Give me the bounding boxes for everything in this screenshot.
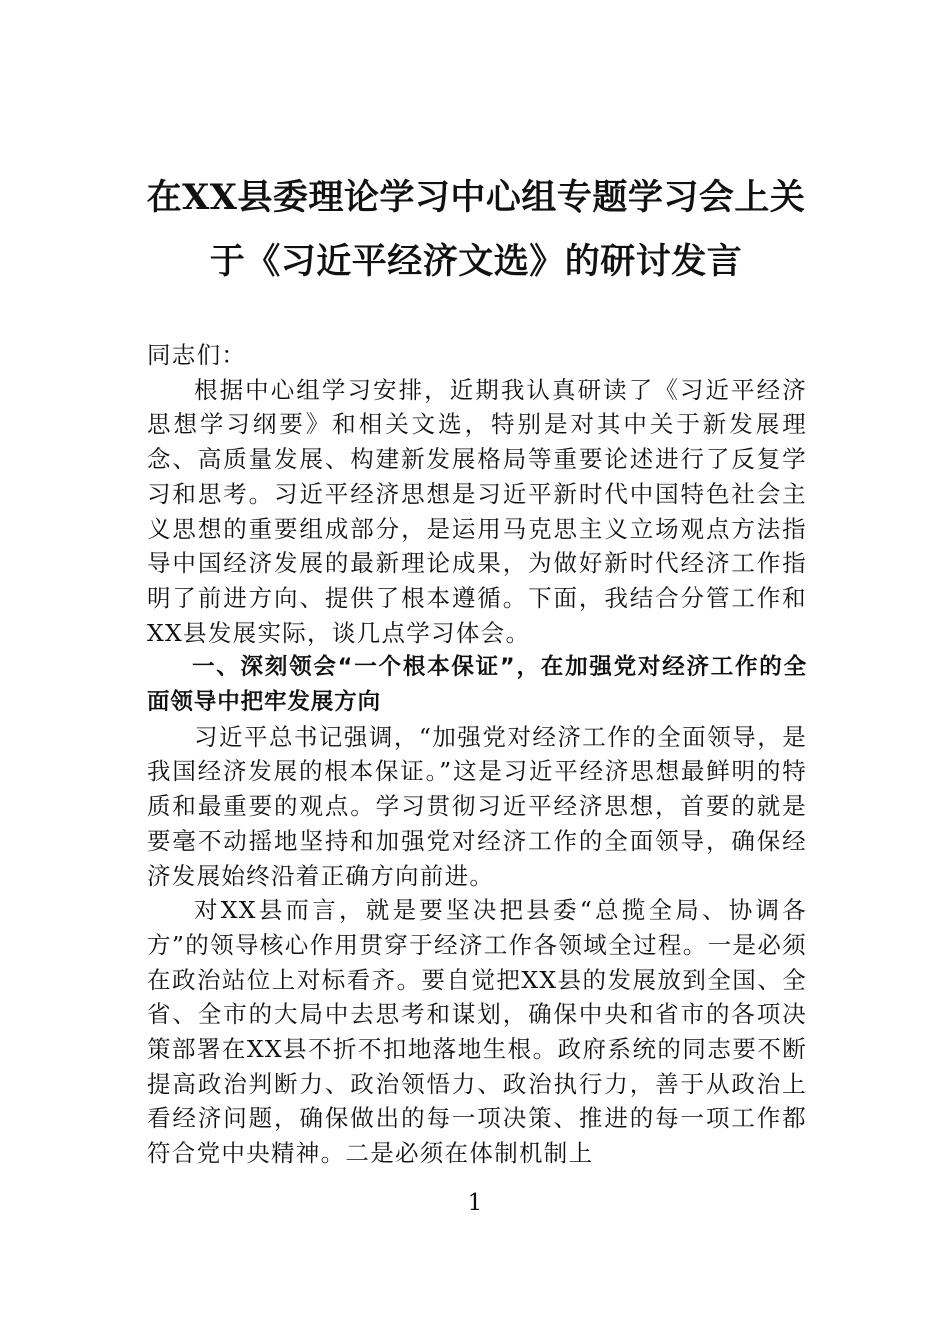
page-number: 1 bbox=[467, 1190, 483, 1216]
document-body bbox=[147, 338, 807, 1171]
section-heading-1: 一、深刻领会“一个根本保证”，在加强党对经济工作的全面领导中把牢发展方向 bbox=[147, 654, 807, 716]
salutation: 同志们： bbox=[147, 341, 247, 369]
document-title bbox=[145, 166, 807, 294]
paragraph-county: 对XX县而言，就是要坚决把县委“总揽全局、协调各方”的领导核心作用贯穿于经济工作各领域全过程。一是必须在政治站位上对标看齐。要自觉把XX县的发展放到全国、全省、全市的大局中去思考和谋划，确保中央和省市的各项决策部署在XX县不折不扣地落地生根。政府系统的同志要不断提高政治判断力、政治领悟力、政治执行力，善于从政治上看经济问题，确保做出的每一项决策、推进的每一项工作都符合党中央精神。二是必须在体制机制上 bbox=[147, 896, 807, 1168]
paragraph-quote: 习近平总书记强调，“加强党对经济工作的全面领导，是我国经济发展的根本保证。”这是习近平经济思想最鲜明的特质和最重要的观点。学习贯彻习近平经济思想，首要的就是要毫不动摇地坚持和加强党对经济工作的全面领导，确保经济发展始终沿着正确方向前进。 bbox=[147, 722, 807, 890]
paragraph-intro: 根据中心组学习安排，近期我认真研读了《习近平经济思想学习纲要》和相关文选，特别是对其中关于新发展理念、高质量发展、构建新发展格局等重要论述进行了反复学习和思考。习近平经济思想是习近平新时代中国特色社会主义思想的重要组成部分，是运用马克思主义立场观点方法指导中国经济发展的最新理论成果，为做好新时代经济工作指明了前进方向、提供了根本遵循。下面，我结合分管工作和XX县发展实际，谈几点学习体会。 bbox=[147, 375, 807, 647]
title-line-2: 于《习近平经济文选》的研讨发言 bbox=[209, 241, 743, 282]
title-line-1: 在XX县委理论学习中心组专题学习会上关 bbox=[146, 177, 806, 218]
